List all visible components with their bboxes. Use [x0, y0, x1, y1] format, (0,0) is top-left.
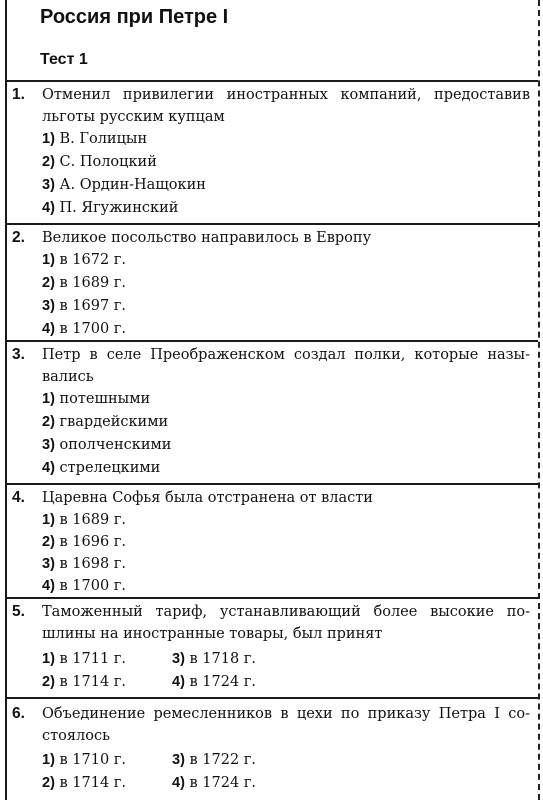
option-text: стрелецкими	[59, 460, 161, 476]
answer-option	[42, 553, 126, 575]
left-border-line	[5, 0, 7, 800]
question-text: Петр в селе Преображенском создал полки, которые назы-валиcь	[42, 347, 530, 385]
option-text: С. Полоцкий	[59, 154, 157, 170]
answer-option	[42, 411, 168, 433]
option-number: 2)	[42, 154, 55, 170]
answer-option	[42, 295, 126, 317]
option-number: 3)	[42, 177, 55, 193]
question-text: Таможенный тариф, устанавливающий более высокие по-шлины на иностранные товары, был принят	[42, 604, 530, 642]
question-number: 5.	[12, 603, 25, 620]
answer-option	[42, 772, 126, 794]
option-number: 1)	[42, 512, 55, 528]
separator-line	[7, 340, 538, 342]
answer-option	[42, 388, 150, 410]
option-text: в 1689 г.	[59, 512, 127, 528]
question-number: 2.	[12, 229, 25, 246]
option-text: в 1672 г.	[59, 252, 127, 268]
option-text: ополченскими	[59, 437, 172, 453]
option-number: 4)	[42, 578, 55, 594]
answer-option	[42, 457, 160, 479]
answer-option	[172, 749, 256, 771]
option-text: в 1696 г.	[59, 534, 127, 550]
option-number: 2)	[42, 775, 55, 791]
option-number: 4)	[172, 775, 185, 791]
answer-option	[42, 174, 206, 196]
option-number: 4)	[172, 674, 185, 690]
option-number: 1)	[42, 252, 55, 268]
question-text: Великое посольство направилось в Европу	[42, 230, 372, 246]
answer-option	[42, 197, 178, 219]
answer-option	[42, 318, 126, 340]
option-text: в 1698 г.	[59, 556, 127, 572]
answer-option	[42, 249, 126, 271]
question-number: 1.	[12, 86, 25, 103]
option-text: потешными	[59, 391, 151, 407]
option-text: в 1697 г.	[59, 298, 127, 314]
option-number: 4)	[42, 200, 55, 216]
option-text: в 1689 г.	[59, 275, 127, 291]
answer-option	[42, 128, 147, 150]
option-text: в 1700 г.	[59, 321, 127, 337]
option-text: в 1722 г.	[189, 752, 257, 768]
option-number: 2)	[42, 414, 55, 430]
option-number: 2)	[42, 674, 55, 690]
answer-option	[42, 749, 126, 771]
answer-option	[42, 648, 126, 670]
option-text: В. Голицын	[59, 131, 148, 147]
option-number: 1)	[42, 752, 55, 768]
test-subtitle: Тест 1	[40, 51, 88, 68]
option-number: 2)	[42, 275, 55, 291]
question-number: 3.	[12, 346, 25, 363]
option-text: в 1724 г.	[189, 775, 257, 791]
option-number: 1)	[42, 391, 55, 407]
separator-line	[7, 483, 538, 485]
separator-line	[7, 80, 538, 82]
option-number: 3)	[42, 556, 55, 572]
option-number: 4)	[42, 460, 55, 476]
option-number: 3)	[172, 651, 185, 667]
answer-option	[172, 648, 256, 670]
question-text: Царевна Софья была отстранена от власти	[42, 490, 373, 506]
answer-option	[42, 272, 126, 294]
answer-option	[42, 575, 126, 597]
option-number: 3)	[172, 752, 185, 768]
answer-option	[42, 531, 126, 553]
question-number: 4.	[12, 489, 25, 506]
option-number: 3)	[42, 298, 55, 314]
option-text: в 1700 г.	[59, 578, 127, 594]
answer-option	[42, 434, 171, 456]
option-text: в 1724 г.	[189, 674, 257, 690]
separator-line	[7, 223, 538, 225]
option-number: 3)	[42, 437, 55, 453]
answer-option	[172, 671, 256, 693]
separator-line	[7, 597, 538, 599]
option-number: 1)	[42, 131, 55, 147]
question-text: Объединение ремесленников в цехи по приказу Петра I со-стоялось	[42, 706, 530, 744]
option-text: в 1714 г.	[59, 674, 127, 690]
question-number: 6.	[12, 705, 25, 722]
option-text: в 1714 г.	[59, 775, 127, 791]
question-text: Отменил привилегии иностранных компаний, предоставив льготы русским купцам	[42, 87, 530, 125]
answer-option	[42, 151, 157, 173]
option-text: в 1710 г.	[59, 752, 127, 768]
option-number: 4)	[42, 321, 55, 337]
option-number: 1)	[42, 651, 55, 667]
page-title: Россия при Петре I	[40, 6, 229, 28]
option-text: в 1718 г.	[189, 651, 257, 667]
option-text: гвардейскими	[59, 414, 169, 430]
answer-option	[42, 671, 126, 693]
answer-option	[172, 772, 256, 794]
option-text: А. Ордин-Нащокин	[59, 177, 206, 193]
cut-line-dashed	[538, 0, 540, 800]
option-number: 2)	[42, 534, 55, 550]
answer-option	[42, 509, 126, 531]
separator-line	[7, 697, 538, 699]
option-text: П. Ягужинский	[59, 200, 179, 216]
option-text: в 1711 г.	[59, 651, 127, 667]
